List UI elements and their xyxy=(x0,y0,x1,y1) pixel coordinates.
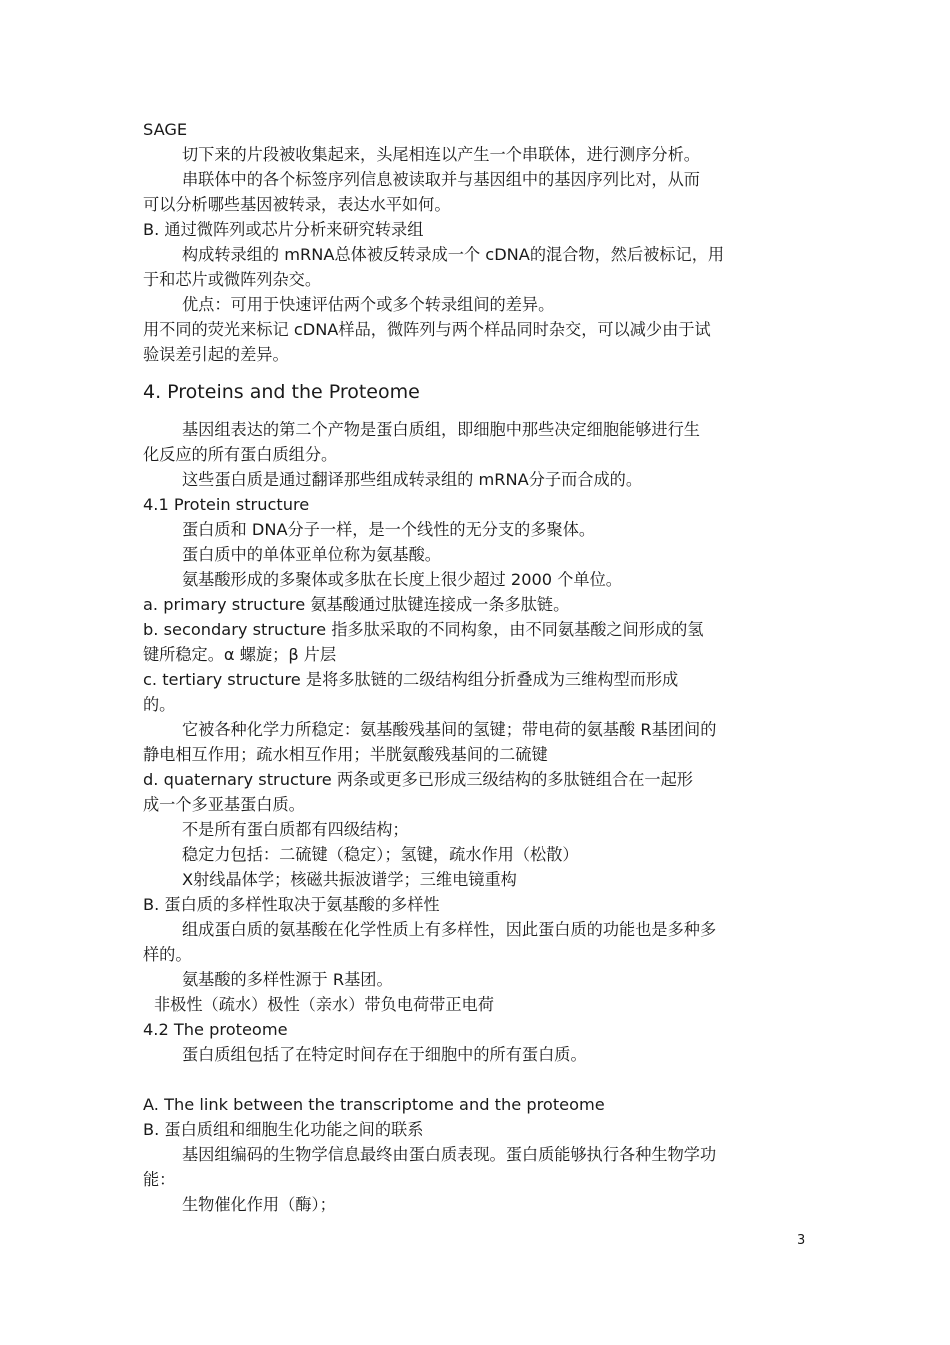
section-heading: B. 通过微阵列或芯片分析来研究转录组 xyxy=(143,220,424,239)
text-line: 氨基酸形成的多聚体或多肽在长度上很少超过 2000 个单位。 xyxy=(182,570,622,589)
chapter-heading: 4. Proteins and the Proteome xyxy=(143,381,420,403)
text-line: 基因组编码的生物学信息最终由蛋白质表现。蛋白质能够执行各种生物学功 xyxy=(182,1145,717,1164)
text-line: SAGE xyxy=(143,120,188,139)
text-line: 不是所有蛋白质都有四级结构； xyxy=(182,820,409,839)
text-line: 蛋白质组包括了在特定时间存在于细胞中的所有蛋白质。 xyxy=(182,1045,587,1064)
subsection-heading: 4.2 The proteome xyxy=(143,1020,288,1039)
text-line: b. secondary structure 指多肽采取的不同构象，由不同氨基酸之间形成的氢 xyxy=(143,620,704,639)
text-line: 静电相互作用；疏水相互作用；半胱氨酸残基间的二硫键 xyxy=(143,745,548,764)
text-line: 基因组表达的第二个产物是蛋白质组，即细胞中那些决定细胞能够进行生 xyxy=(182,420,700,439)
text-line: 非极性（疏水）极性（亲水）带负电荷带正电荷 xyxy=(154,995,494,1014)
section-heading: B. 蛋白质的多样性取决于氨基酸的多样性 xyxy=(143,895,440,914)
text-line: 组成蛋白质的氨基酸在化学性质上有多样性，因此蛋白质的功能也是多种多 xyxy=(182,920,717,939)
text-line: 用不同的荧光来标记 cDNA样品，微阵列与两个样品同时杂交，可以减少由于试 xyxy=(143,320,711,339)
section-heading: A. The link between the transcriptome and the proteome xyxy=(143,1095,605,1114)
text-line: X射线晶体学；核磁共振波谱学；三维电镜重构 xyxy=(182,870,517,889)
text-line: 成一个多亚基蛋白质。 xyxy=(143,795,305,814)
text-line: c. tertiary structure 是将多肽链的二级结构组分折叠成为三维构型而形成 xyxy=(143,670,679,689)
page-number: 3 xyxy=(797,1233,806,1248)
text-line: 的。 xyxy=(143,695,176,714)
text-line: 样的。 xyxy=(143,945,192,964)
text-line: 这些蛋白质是通过翻译那些组成转录组的 mRNA分子而合成的。 xyxy=(182,470,643,489)
text-line: 串联体中的各个标签序列信息被读取并与基因组中的基因序列比对，从而 xyxy=(182,170,700,189)
text-line: 它被各种化学力所稳定：氨基酸残基间的氢键；带电荷的氨基酸 R基团间的 xyxy=(182,720,717,739)
text-line: 构成转录组的 mRNA总体被反转录成一个 cDNA的混合物，然后被标记，用 xyxy=(182,245,725,264)
subsection-heading: 4.1 Protein structure xyxy=(143,495,310,514)
text-line: 于和芯片或微阵列杂交。 xyxy=(143,270,322,289)
text-line: d. quaternary structure 两条或更多已形成三级结构的多肽链组合在一起形 xyxy=(143,770,693,789)
text-line: 优点：可用于快速评估两个或多个转录组间的差异。 xyxy=(182,295,555,314)
text-line: 化反应的所有蛋白质组分。 xyxy=(143,445,338,464)
text-line: 键所稳定。α 螺旋；β 片层 xyxy=(143,645,337,664)
text-line: 验误差引起的差异。 xyxy=(143,345,289,364)
text-line: 可以分析哪些基因被转录，表达水平如何。 xyxy=(143,195,451,214)
text-line: a. primary structure 氨基酸通过肽键连接成一条多肽链。 xyxy=(143,595,570,614)
text-line: 蛋白质和 DNA分子一样，是一个线性的无分支的多聚体。 xyxy=(182,520,596,539)
text-line: 生物催化作用（酶）； xyxy=(182,1195,336,1214)
section-heading: B. 蛋白质组和细胞生化功能之间的联系 xyxy=(143,1120,424,1139)
text-line: 能： xyxy=(143,1170,176,1189)
text-line: 氨基酸的多样性源于 R基团。 xyxy=(182,970,393,989)
text-line: 蛋白质中的单体亚单位称为氨基酸。 xyxy=(182,545,441,564)
text-line: 切下来的片段被收集起来，头尾相连以产生一个串联体，进行测序分析。 xyxy=(182,145,700,164)
text-line: 稳定力包括：二硫键（稳定）；氢键，疏水作用（松散） xyxy=(182,845,579,864)
